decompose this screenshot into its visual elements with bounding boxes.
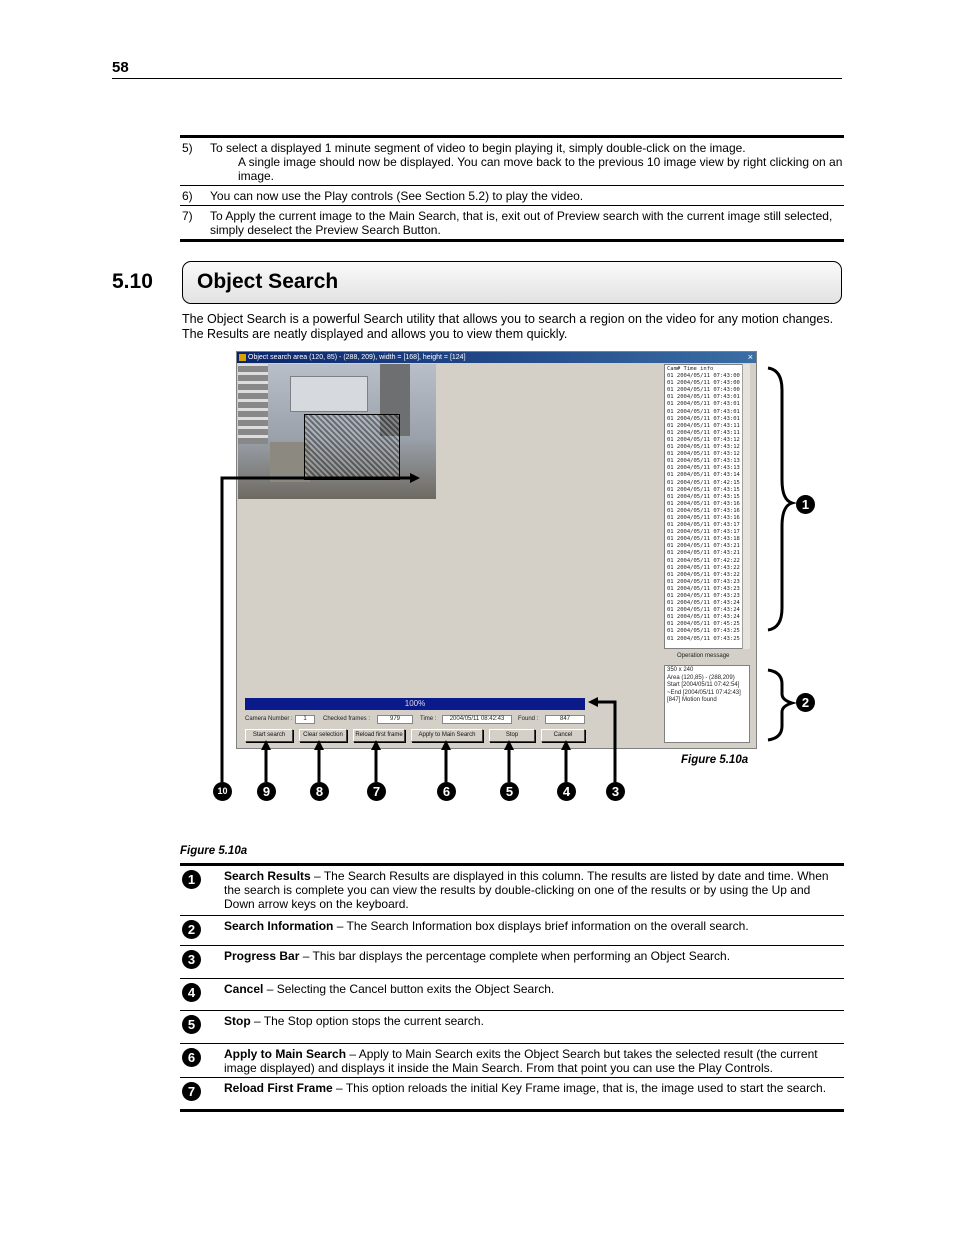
result-row[interactable]: 01 2004/05/11 07:43:24: [667, 600, 740, 607]
result-row[interactable]: 01 2004/05/11 07:43:15: [667, 493, 740, 500]
operation-line: [847] Motion found: [667, 697, 717, 703]
legend-row: [180, 978, 844, 1010]
start-search-button[interactable]: Start search: [245, 729, 293, 742]
callout-badge: 10: [213, 782, 232, 801]
result-row[interactable]: 01 2004/05/11 07:42:22: [667, 557, 740, 564]
result-row[interactable]: 01 2004/05/11 07:43:15: [667, 486, 740, 493]
legend-text: – The Stop option stops the current search.: [250, 1014, 484, 1028]
legend-text: – This bar displays the percentage complete when performing an Object Search.: [299, 949, 731, 963]
result-row[interactable]: 01 2004/05/11 07:43:13: [667, 458, 740, 465]
result-row[interactable]: 01 2004/05/11 07:45:25: [667, 621, 740, 628]
result-row[interactable]: 01 2004/05/11 07:43:13: [667, 465, 740, 472]
stop-button[interactable]: Stop: [489, 729, 535, 742]
step-main-text: To select a displayed 1 minute segment of video to begin playing it, simply double-click on the image.: [210, 141, 746, 155]
result-row[interactable]: 01 2004/05/11 07:43:16: [667, 500, 740, 507]
legend-text: – The Search Information box displays brief information on the overall search.: [333, 919, 749, 933]
result-row[interactable]: 01 2004/05/11 07:43:11: [667, 429, 740, 436]
reload-first-frame-button[interactable]: Reload first frame: [353, 729, 405, 742]
camera-number-label: Camera Number :: [245, 716, 293, 722]
legend-text: – The Search Results are displayed in this column. The results are listed by date and time. When the search is complete you can view the results by double-clicking on one of the results or by using the Up and Down arrow keys on the keyboard.: [224, 869, 829, 911]
legend-term: Search Results: [224, 869, 311, 883]
callout-badge: 8: [310, 782, 329, 801]
callout-badge: 3: [606, 782, 625, 801]
result-row[interactable]: 01 2004/05/11 07:43:00: [667, 380, 740, 387]
legend-term: Reload First Frame: [224, 1081, 333, 1095]
result-row[interactable]: 01 2004/05/11 07:43:12: [667, 436, 740, 443]
step-text: To Apply the current image to the Main Search, that is, exit out of Preview search with the current image still selected, simply deselect the Preview Search Button.: [210, 209, 833, 237]
section-number: 5.10: [112, 270, 153, 293]
result-row[interactable]: 01 2004/05/11 07:43:16: [667, 514, 740, 521]
operation-message-label: Operation message: [677, 653, 730, 659]
camera-number-field: 1: [295, 715, 315, 724]
result-row[interactable]: 01 2004/05/11 07:43:16: [667, 507, 740, 514]
callout-badge: 9: [257, 782, 276, 801]
checked-frames-label: Checked frames :: [323, 716, 371, 722]
legend-badge: 6: [182, 1048, 201, 1067]
legend-text: – This option reloads the initial Key Frame image, that is, the image used to start the search.: [332, 1081, 827, 1095]
time-label: Time :: [420, 716, 437, 722]
section-title: Object Search: [182, 261, 842, 304]
result-row[interactable]: 01 2004/05/11 07:43:14: [667, 472, 740, 479]
result-row[interactable]: 01 2004/05/11 07:43:23: [667, 585, 740, 592]
result-row[interactable]: 01 2004/05/11 07:43:25: [667, 635, 740, 642]
legend-row: [180, 1077, 844, 1109]
result-row[interactable]: 01 2004/05/11 07:43:17: [667, 529, 740, 536]
legend-badge: 3: [182, 950, 201, 969]
step-sub-text: A single image should now be displayed. You can move back to the previous 10 image view by right clicking on an image.: [238, 155, 843, 183]
result-row[interactable]: 01 2004/05/11 07:43:17: [667, 522, 740, 529]
screenshot-title-text: Object search area (120, 85) - (288, 209), width = [168], height = [124]: [248, 354, 466, 361]
clear-selection-button[interactable]: Clear selection: [299, 729, 347, 742]
legend-text: – Selecting the Cancel button exits the Object Search.: [263, 982, 555, 996]
legend-row: [180, 1043, 844, 1077]
legend-badge: 1: [182, 870, 201, 889]
legend-row: [180, 1010, 844, 1043]
cancel-button[interactable]: Cancel: [541, 729, 585, 742]
step-text: You can now use the Play controls (See Section 5.2) to play the video.: [210, 189, 584, 203]
callout-badge: 7: [367, 782, 386, 801]
result-row[interactable]: 01 2004/05/11 07:43:00: [667, 373, 740, 380]
result-row[interactable]: 01 2004/05/11 07:43:01: [667, 401, 740, 408]
progress-bar: 100%: [245, 698, 585, 710]
legend-row: [180, 866, 844, 915]
legend-badge: 5: [182, 1015, 201, 1034]
result-row[interactable]: 01 2004/05/11 07:43:25: [667, 628, 740, 635]
legend-table: [180, 863, 844, 1112]
legend-text: – Apply to Main Search exits the Object Search but takes the selected result (the current image displayed) and displays it inside the Main Search. From that point you can use the Play Controls.: [224, 1047, 818, 1075]
figure-caption: Figure 5.10a: [180, 845, 248, 857]
callout-badge: 5: [500, 782, 519, 801]
result-row[interactable]: 01 2004/05/11 07:43:21: [667, 543, 740, 550]
legend-term: Stop: [224, 1014, 251, 1028]
result-row[interactable]: 01 2004/05/11 07:43:22: [667, 571, 740, 578]
legend-term: Cancel: [224, 982, 264, 996]
result-row[interactable]: 01 2004/05/11 07:43:00: [667, 387, 740, 394]
result-row[interactable]: 01 2004/05/11 07:43:11: [667, 422, 740, 429]
result-row[interactable]: 01 2004/05/11 07:43:24: [667, 607, 740, 614]
operation-line: ~End [2004/05/11 07:42:43]: [667, 689, 741, 696]
result-row[interactable]: 01 2004/05/11 07:43:12: [667, 451, 740, 458]
callout-badge: 2: [796, 693, 815, 712]
callout-badge: 4: [557, 782, 576, 801]
checked-frames-field: 979: [377, 715, 413, 724]
legend-term: Search Information: [224, 919, 334, 933]
result-row[interactable]: 01 2004/05/11 07:43:22: [667, 564, 740, 571]
found-label: Found :: [518, 716, 539, 722]
result-row[interactable]: 01 2004/05/11 07:42:15: [667, 479, 740, 486]
operation-line: Start [2004/05/11 07:42:54]: [667, 682, 740, 688]
callout-badge: 1: [796, 495, 815, 514]
legend-row: [180, 945, 844, 978]
result-row[interactable]: 01 2004/05/11 07:43:23: [667, 578, 740, 585]
result-row[interactable]: 01 2004/05/11 07:43:18: [667, 536, 740, 543]
found-field: 847: [545, 715, 585, 724]
result-row[interactable]: 01 2004/05/11 07:43:23: [667, 593, 740, 599]
result-row[interactable]: 01 2004/05/11 07:43:01: [667, 394, 740, 401]
page-number: 58: [112, 59, 129, 76]
close-icon[interactable]: ×: [747, 352, 753, 362]
results-header: Cam# Time info: [667, 366, 714, 372]
legend-badge: 4: [182, 983, 201, 1002]
result-row[interactable]: 01 2004/05/11 07:43:12: [667, 444, 740, 451]
legend-row: [180, 915, 844, 945]
result-row[interactable]: 01 2004/05/11 07:43:24: [667, 614, 740, 621]
section-intro: The Object Search is a powerful Search utility that allows you to search a region on the video for any motion changes. The Results are neatly displayed and allows you to view them quickly.: [182, 312, 834, 341]
figure-caption-inline: Figure 5.10a: [681, 754, 749, 766]
step-number: 7): [182, 209, 193, 223]
result-row[interactable]: 01 2004/05/11 07:43:01: [667, 415, 740, 422]
legend-badge: 7: [182, 1082, 201, 1101]
result-row[interactable]: 01 2004/05/11 07:43:21: [667, 550, 740, 557]
step-number: 6): [182, 189, 193, 203]
apply-to-main-search-button[interactable]: Apply to Main Search: [411, 729, 483, 742]
operation-line: Area (120,85) - (288,209): [667, 674, 735, 681]
result-row[interactable]: 01 2004/05/11 07:43:01: [667, 408, 740, 415]
legend-term: Progress Bar: [224, 949, 300, 963]
operation-line: 350 x 240: [667, 667, 694, 673]
legend-term: Apply to Main Search: [224, 1047, 347, 1061]
legend-badge: 2: [182, 920, 201, 939]
time-field: 2004/05/11 08:42:43: [442, 715, 512, 724]
callout-badge: 6: [437, 782, 456, 801]
step-number: 5): [182, 141, 193, 155]
